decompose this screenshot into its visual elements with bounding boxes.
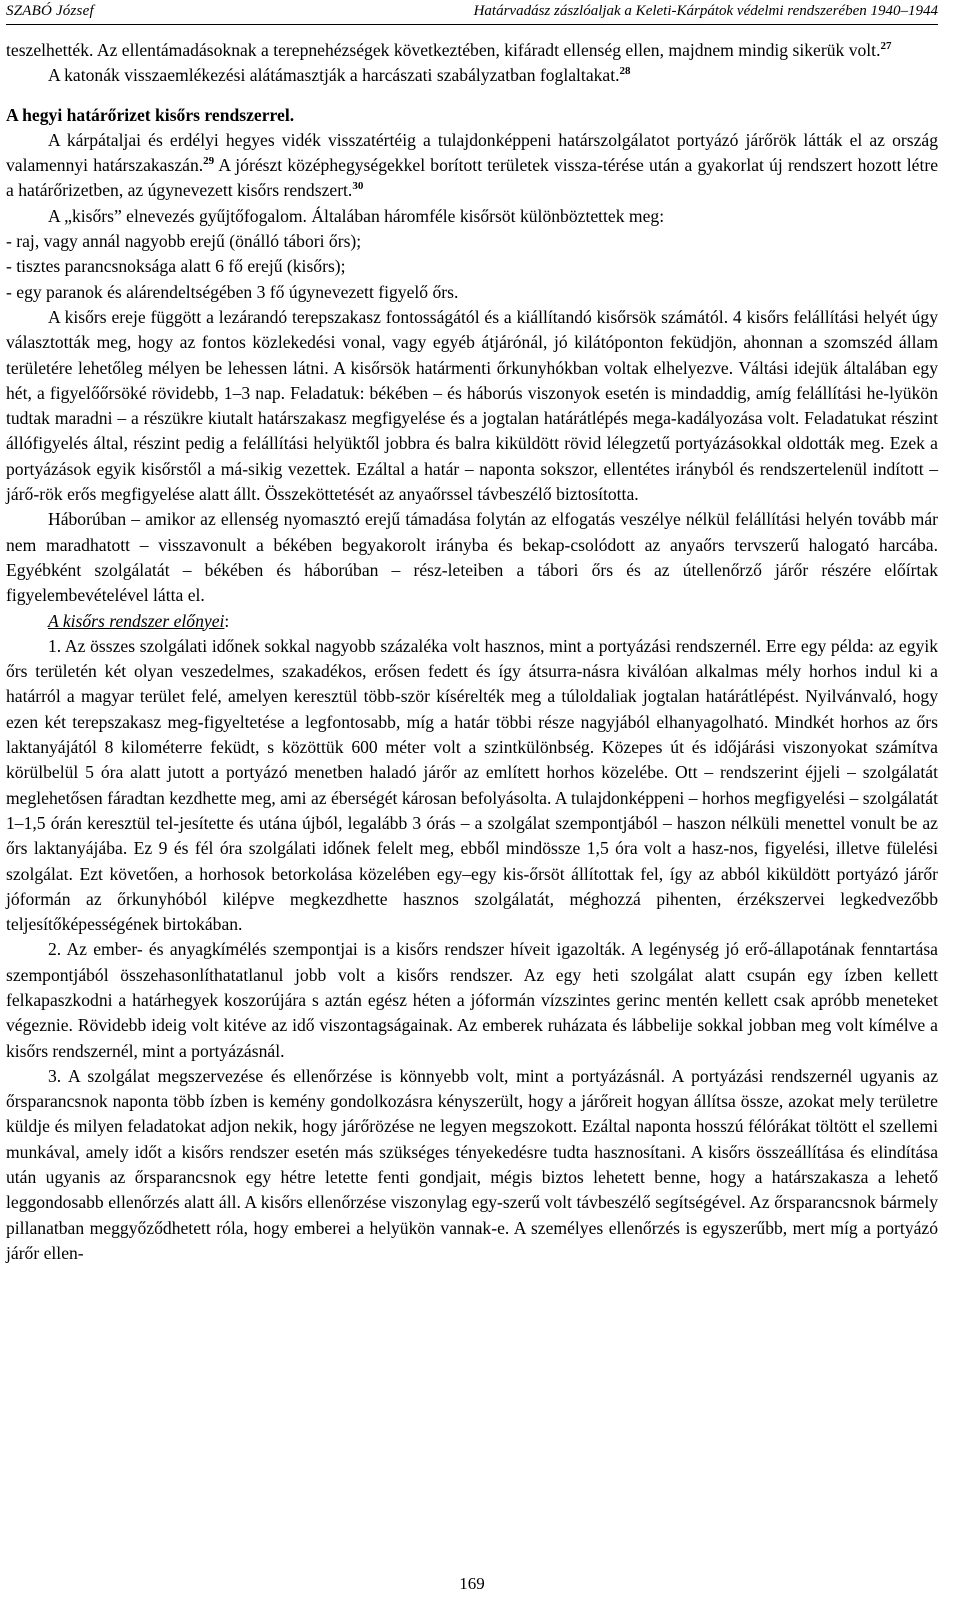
paragraph: A kisőrs ereje függött a lezárandó terepszakasz fontosságától és a kiállítandó kisőrsök számától. 4 kisőrs felállítási helyét úgy választották meg, hogy az fontos közlekedési vonal, vagy egyéb átjárónál, jó kilátóponton feküdjön, ahonnan a szomszéd állam területére lehetőleg mélyen be lehessen látni. A kisőrsök határmenti őrkunyhókban voltak elhelyezve. Váltási idejük általában egy hét, a figyelőőrsöké rövidebb, 1–3 nap. Feladatuk: békében – és háborús viszonyok esetén is mindaddig, amíg felállítási he-lyükön tudtak maradni – a részükre kiutalt határszakasz megfigyelése és a jogtalan határátlépés mega-kadályozása volt. Feladatukat részint állófigyelés által, részint pedig a felállítási helyüktől jobbra és balra kiküldött rövid lélegzetű portyázásokkal oldották meg. Ezek a portyázások egyik kisőrstől a má-sikig vezettek. Ezáltal a határ – naponta sokszor, ellentétes irányból és rendszertelenül indított – járő-rök erős megfigyelése alatt állt. Összeköttetését az anyaőrssel távbeszélő biztosította. bbox=[6, 306, 938, 505]
page-number: 169 bbox=[459, 1574, 485, 1593]
running-header bbox=[6, 0, 938, 25]
paragraph bbox=[6, 63, 938, 88]
advantages-heading bbox=[6, 609, 938, 634]
header-title: Határvadász zászlóaljak a Keleti-Kárpátok védelmi rendszerében 1940–1944 bbox=[473, 3, 938, 19]
footnote-ref-28[interactable]: 28 bbox=[619, 65, 631, 78]
paragraph-text: teszelhették. Az ellentámadásoknak a terepnehézségek következtében, kifáradt ellenség ellen, majdnem mindig sikerük volt. bbox=[6, 40, 881, 60]
list-item: - raj, vagy annál nagyobb erejű (önálló tábori őrs); bbox=[6, 231, 362, 252]
paragraph: 1. Az összes szolgálati időnek sokkal nagyobb százaléka volt hasznos, mint a portyázási rendszernél. Erre egy példa: az egyik őrs területén két olyan veszedelmes, szakadékos, erősen fedett és így átsurra-násra kiválóan alkalmas mély horhos indul ki a határról a magyar terület felé, amelyen keresztül több-ször kísérelték meg a túloldaliak jogtalan határátlépést. Nyilvánvaló, hogy ezen két terepszakasz meg-figyeltetése a legfontosabb, míg a határ többi része nagyjából elhanyagolható. Mindkét horhos az őrs laktanyájától 8 kilométerre feküdt, s közöttük 600 méter volt a szintkülönbség. Közepes út és időjárási viszonyokat számítva körülbelül 5 óra alatt jutott a portyázó menetben haladó járőr az említett horhos közelébe. Ott – rendszerint éjjeli – szolgálatát meglehetősen fáradtan kezdhette meg, ami az éberségét károsan befolyásolta. A tulajdonképpeni – horhos megfigyelési – szolgálatát 1–1,5 órán keresztül tel-jesítette és utána újból, legalább 3 órás – a szolgálat szempontjából – haszon nélküli menettel vonult be az őrs laktanyájába. Ez 9 és fél óra szolgálati időnek felelt meg, ebből mindössze 1,5 óra volt a hasz-nos, figyelési, illetve fülelési szolgálat. Ezt követően, a horhosok betorkolása közelében egy–egy kis-őrsöt állítottak fel, így az abból kiküldött portyázó járőr jóformán az őrkunyhóból kilépve megkezdhette hasznos szolgálatát, méghozzá pihenten, érzékszervei legkedvezőbb teljesítőképességének birtokában. bbox=[6, 635, 938, 935]
advantages-title: A kisőrs rendszer előnyei bbox=[48, 610, 225, 631]
paragraph: Háborúban – amikor az ellenség nyomasztó erejű támadása folytán az elfogatás veszélye nélkül felállítási helyén tovább már nem maradhatott – visszavonult a békében begyakorolt irányba és bekap-csolódott az anyaőrs tervszerű halogató harcába. Egyébként szolgálatát – békében és háborúban – rész-leteiben a tábori őrs és az útellenőrző járőr részére előírtak figyelembevételével látta el. bbox=[6, 509, 938, 606]
advantages-colon: : bbox=[224, 610, 230, 631]
document-page bbox=[6, 0, 946, 1613]
document-body bbox=[6, 38, 938, 1266]
footnote-ref-29[interactable]: 29 bbox=[203, 155, 215, 168]
paragraph: 2. Az ember- és anyagkímélés szempontjai is a kisőrs rendszer híveit igazolták. A legénység jó erő-állapotának fenntartása szempontjából összehasonlíthatatlanul jobb volt a kisőrs rendszer. Az egy heti szolgálat alatt csupán egy ízben kellett felkapaszkodni a határhegyek koszorújára s aztán egész héten a jóformán vízszintes gerinc mentén kellett csak apróbb meneteket végeznie. Rövidebb ideig volt kitéve az idő viszontagságainak. Az emberek ruházata és lábbelije sokkal jobban meg volt kímélve a kisőrs rendszernél, mint a portyázásnál. bbox=[6, 939, 938, 1061]
list-item: - tisztes parancsnoksága alatt 6 fő erejű (kisőrs); bbox=[6, 256, 346, 277]
footnote-ref-27[interactable]: 27 bbox=[880, 40, 892, 52]
paragraph bbox=[6, 128, 938, 204]
paragraph: 3. A szolgálat megszervezése és ellenőrzése is könnyebb volt, mint a portyázásnál. A portyázási rendszernél ugyanis az őrsparancsnok naponta több ízben is kemény gondolkozásra kényszerült, hogy a járőreit hogyan állítsa össze, azokat mely területre küldje és milyen feladatokat adjon nekik, hogy járőrözése ne legyen megszokott. Ezáltal naponta hosszú félórákat töltött el szellemi munkával, amely időt a kisőrs rendszer esetén más szükséges tényekedésre tudta hasznosítani. A kisőrs összeállítása és elindítása után ugyanis az őrsparancsnok egy hétre letette fenti gondjait, mégis biztos lehetett benne, hogy a határszakasza a lehető leggondosabb ellenőrzés alatt áll. A kisőrs ellenőrzése viszonylag egy-szerű volt távbeszélő segítségével. Az őrsparancsnok bármely pillanatban meggyőződhetett róla, hogy emberei a helyükön vannak-e. A személyes ellenőrzés is egyszerűbb, mert míg a portyázó járőr ellen- bbox=[6, 1065, 938, 1263]
footnote-ref-30[interactable]: 30 bbox=[352, 180, 364, 193]
header-author: SZABÓ József bbox=[6, 3, 94, 19]
paragraph bbox=[6, 38, 938, 63]
list-item: - egy paranok és alárendeltségében 3 fő úgynevezett figyelő őrs. bbox=[6, 281, 459, 302]
paragraph-text: A jórészt középhegységekkel borított területek vissza-térése után a gyakorlat új rendszert hozott létre a határőrizetben, az úgynevezett kisőrs rendszert. bbox=[6, 155, 939, 201]
section-heading: A hegyi határőrizet kisőrs rendszerrel. bbox=[6, 104, 295, 125]
paragraph-text: A katonák visszaemlékezési alátámasztják a harcászati szabályzatban foglaltakat. bbox=[48, 65, 620, 86]
paragraph: A „kisőrs” elnevezés gyűjtőfogalom. Általában háromféle kisőrsöt különböztettek meg: bbox=[48, 205, 665, 226]
paragraph-text: A kárpátaljai és erdélyi hegyes vidék visszatértéig a tulajdonképpeni határszolgálatot portyázó járőrök látták el az ország valamennyi határszakaszán. bbox=[6, 129, 938, 176]
